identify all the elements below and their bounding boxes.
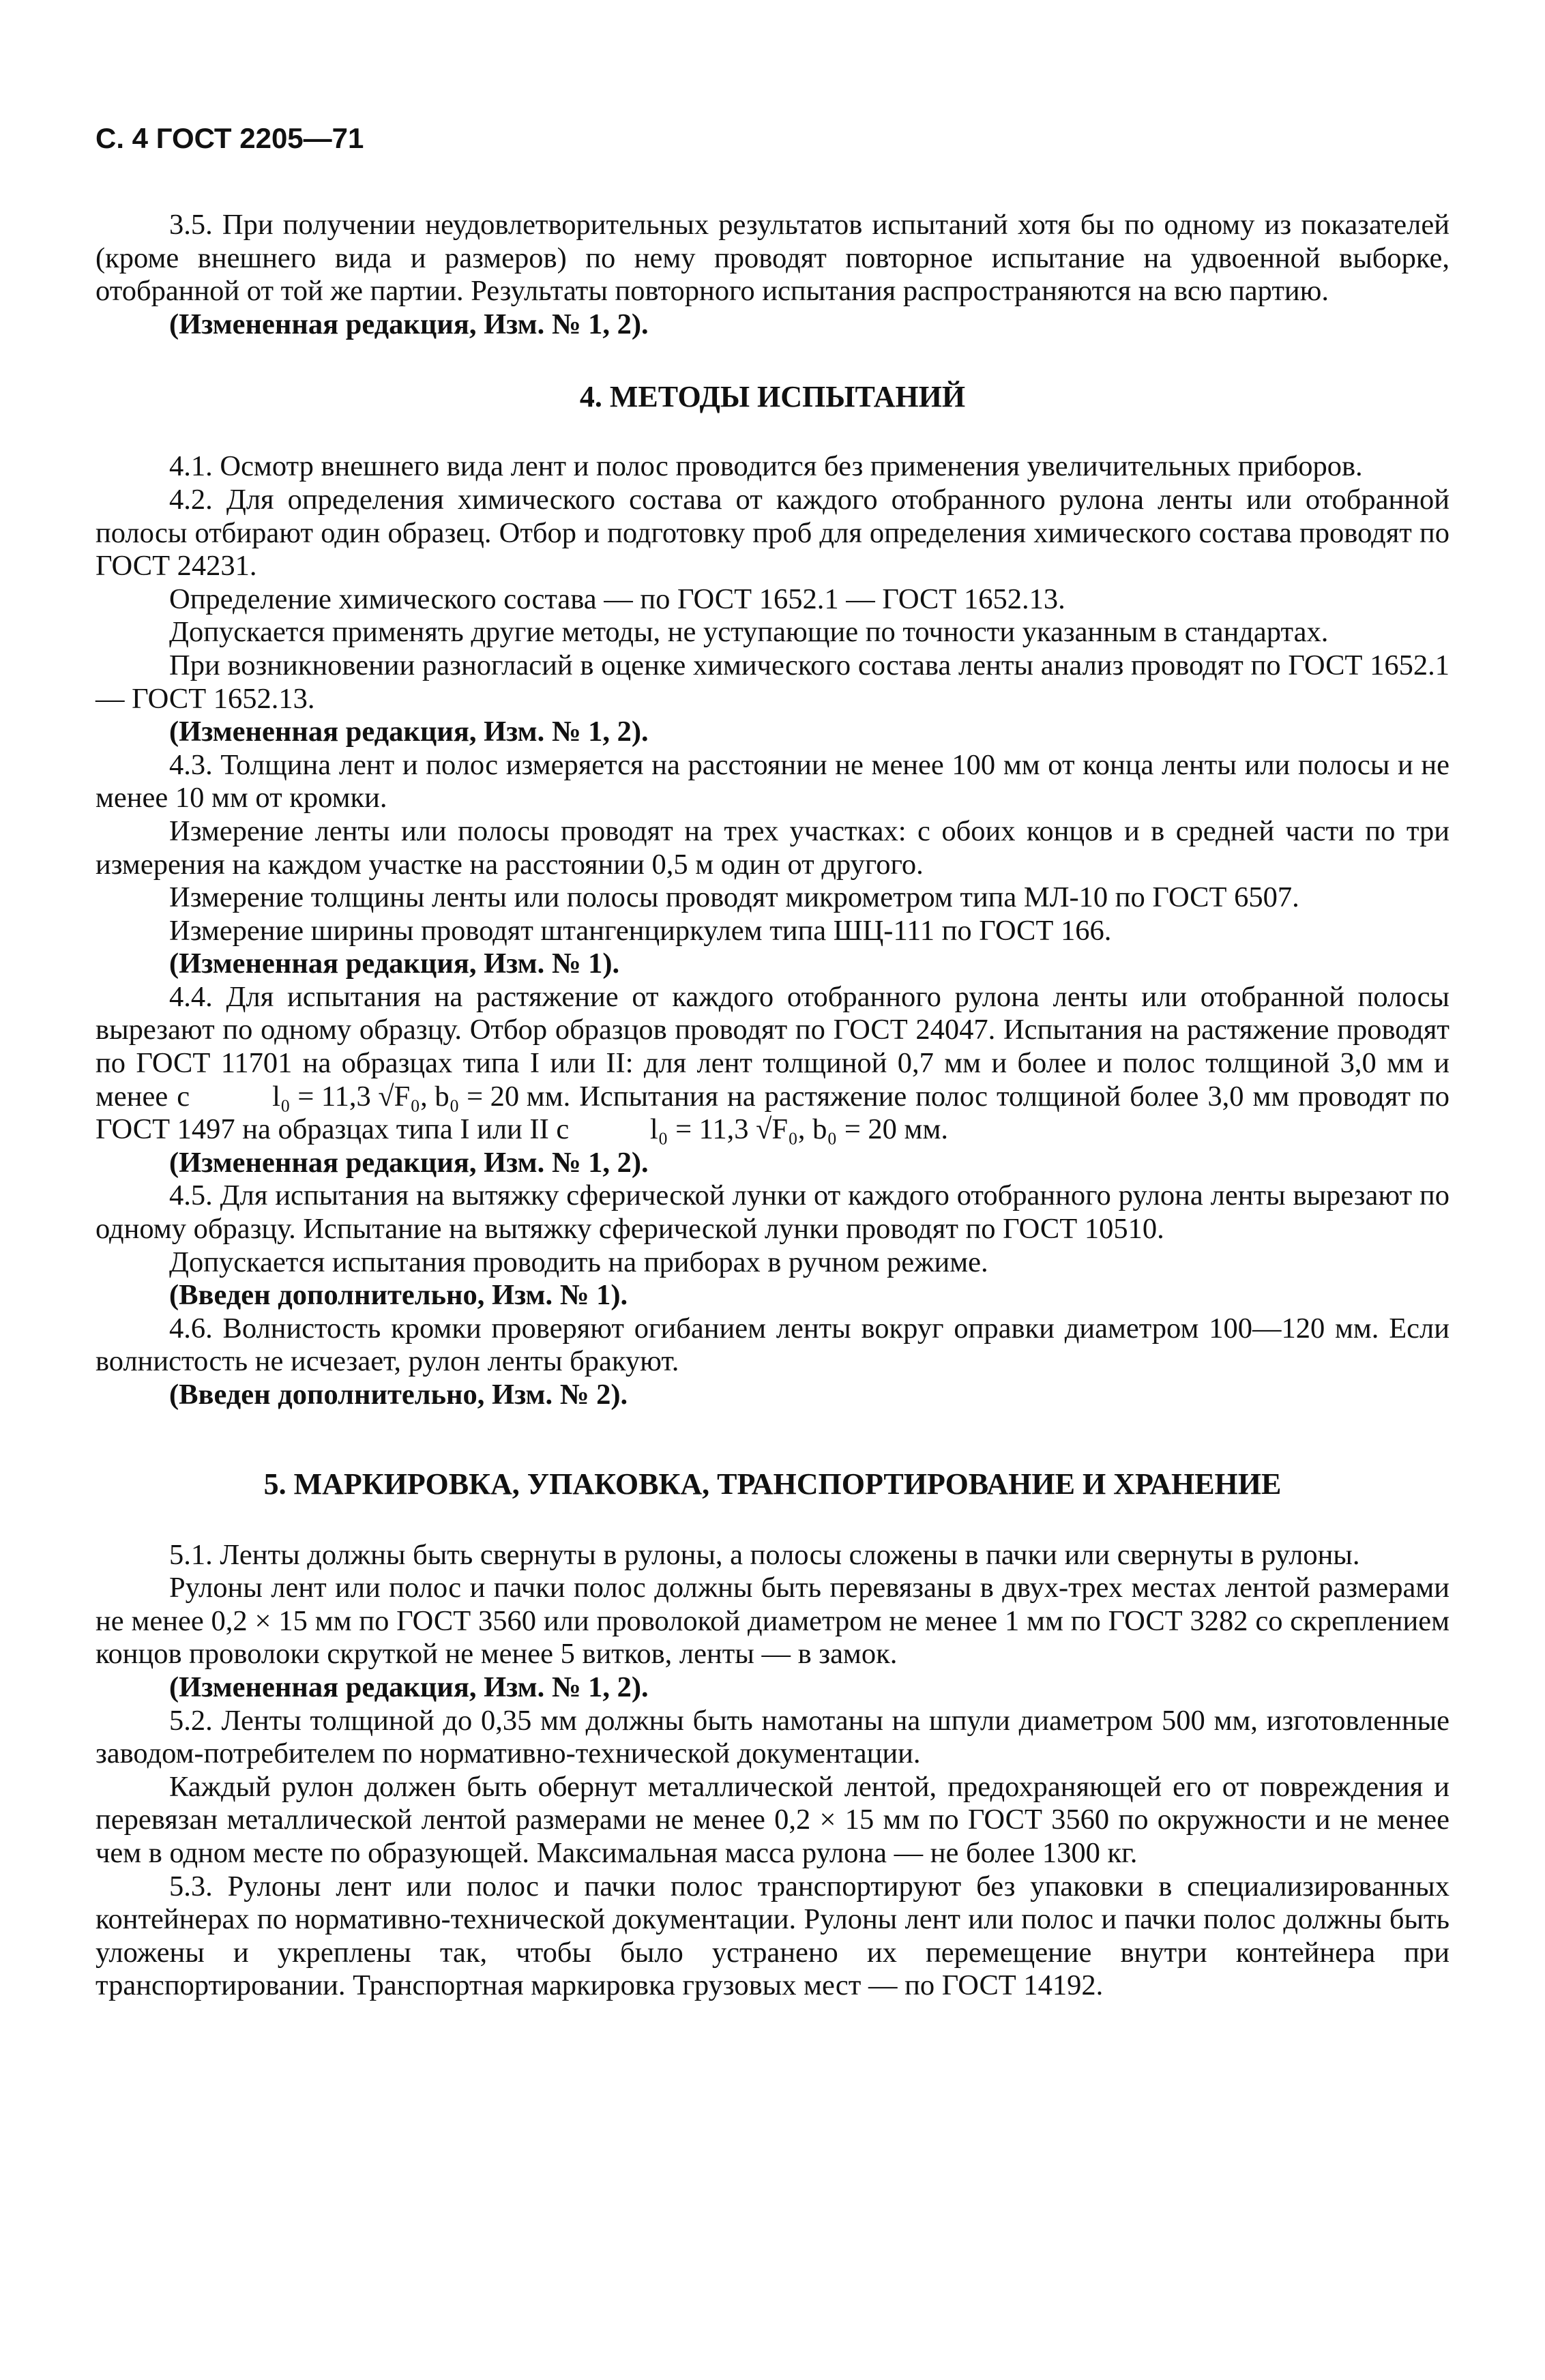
paragraph: При возникновении разногласий в оценке химического состава ленты анализ проводят по ГОСТ 1652.1 — ГОСТ 1652.13. [95,649,1450,715]
paragraph: 5.1. Ленты должны быть свернуты в рулоны, а полосы сложены в пачки или свернуты в рулоны. [169,1538,1360,1571]
document-body [95,209,1450,2003]
amendment-note: (Измененная редакция, Изм. № 1, 2). [169,1146,649,1179]
paragraph: Измерение ширины проводят штангенциркулем типа ШЦ-111 по ГОСТ 166. [169,914,1112,947]
paragraph-text: . Испытания на растяжение полос толщиной более 3,0 мм проводят по ГОСТ 1497 на образцах типа I или II с [95,1080,1450,1146]
paragraph: Рулоны лент или полос и пачки полос должны быть перевязаны в двух-трех местах лентой размерами не менее 0,2 × 15 мм по ГОСТ 3560 или проволокой диаметром не менее 1 мм по ГОСТ 3282 со скреплением концов проволоки скруткой не менее 5 витков, ленты — в замок. [95,1572,1450,1671]
amendment-note: (Измененная редакция, Изм. № 1, 2). [169,308,649,340]
paragraph: Допускается испытания проводить на приборах в ручном режиме. [169,1246,988,1278]
paragraph: 4.5. Для испытания на вытяжку сферической лунки от каждого отобранного рулона ленты вырезают по одному образцу. Испытание на вытяжку сферической лунки проводят по ГОСТ 10510. [95,1179,1450,1246]
paragraph: 4.2. Для определения химического состава от каждого отобранного рулона ленты или отобранной полосы отбирают один образец. Отбор и подготовку проб для определения химического состава проводят по ГОСТ 24231. [95,483,1450,583]
paragraph-4-4 [95,981,1450,1147]
paragraph: 5.2. Ленты толщиной до 0,35 мм должны быть намотаны на шпули диаметром 500 мм, изготовленные заводом-потребителем по нормативно-технической документации. [95,1704,1450,1770]
paragraph-text: . [941,1113,948,1146]
paragraph: Измерение ленты или полосы проводят на трех участках: с обоих концов и в средней части по три измерения на каждом участке на расстоянии 0,5 м один от другого. [95,814,1450,881]
paragraph: Допускается применять другие методы, не уступающие по точности указанным в стандартах. [169,616,1329,649]
formula-l0-b0: l₀ = 11,3 √F₀, b₀ = 20 мм [272,1080,563,1113]
amendment-note: (Измененная редакция, Изм. № 1, 2). [169,716,649,748]
paragraph: 5.3. Рулоны лент или полос и пачки полос транспортируют без упаковки в специализированных контейнерах по нормативно-технической документации. Рулоны лент или полос и пачки полос должны быть уложены и укреплены так, чтобы было устранено их перемещение внутри контейнера при транспортировании. Транспортная маркировка грузовых мест — по ГОСТ 14192. [95,1870,1450,2002]
section-heading: 4. МЕТОДЫ ИСПЫТАНИЙ [579,380,966,414]
page-header: С. 4 ГОСТ 2205—71 [95,122,364,154]
paragraph: 3.5. При получении неудовлетворительных результатов испытаний хотя бы по одному из показателей (кроме внешнего вида и размеров) по нему проводят повторное испытание на удвоенной выборке, отобранной от той же партии. Результаты повторного испытания распространяются на всю партию. [95,209,1450,308]
amendment-note: (Введен дополнительно, Изм. № 1). [169,1279,628,1312]
paragraph: 4.6. Волнистость кромки проверяют огибанием ленты вокруг оправки диаметром 100—120 мм. Если волнистость не исчезает, рулон ленты бракуют. [95,1312,1450,1378]
paragraph: Каждый рулон должен быть обернут металлической лентой, предохраняющей его от повреждения и перевязан металлической лентой размерами не менее 0,2 × 15 мм по ГОСТ 3560 по окружности и не менее чем в одном месте по образующей. Максимальная масса рулона — не более 1300 кг. [95,1770,1450,1869]
amendment-note: (Измененная редакция, Изм. № 1, 2). [169,1671,649,1703]
paragraph-text: 4.4. Для испытания на растяжение от каждого отобранного рулона ленты или отобранной полосы вырезают по одному образцу. Отбор образцов проводят по ГОСТ 24047. Испытания на растяжение проводят по ГОСТ 11701 на образцах типа I или II: для лент толщиной 0,7 мм и более и полос толщиной 3,0 мм и менее с [95,980,1450,1113]
paragraph: 4.1. Осмотр внешнего вида лент и полос проводится без применения увеличительных приборов. [169,450,1363,483]
section-heading: 5. МАРКИРОВКА, УПАКОВКА, ТРАНСПОРТИРОВАНИЕ И ХРАНЕНИЕ [263,1467,1282,1501]
paragraph: Определение химического состава — по ГОСТ 1652.1 — ГОСТ 1652.13. [169,583,1065,615]
formula-l0-b0: l₀ = 11,3 √F₀, b₀ = 20 мм [649,1113,941,1146]
paragraph: Измерение толщины ленты или полосы проводят микрометром типа МЛ-10 по ГОСТ 6507. [169,881,1299,914]
amendment-note: (Введен дополнительно, Изм. № 2). [169,1379,628,1411]
paragraph: 4.3. Толщина лент и полос измеряется на расстоянии не менее 100 мм от конца ленты или полосы и не менее 10 мм от кромки. [95,748,1450,814]
amendment-note: (Измененная редакция, Изм. № 1). [169,947,620,980]
